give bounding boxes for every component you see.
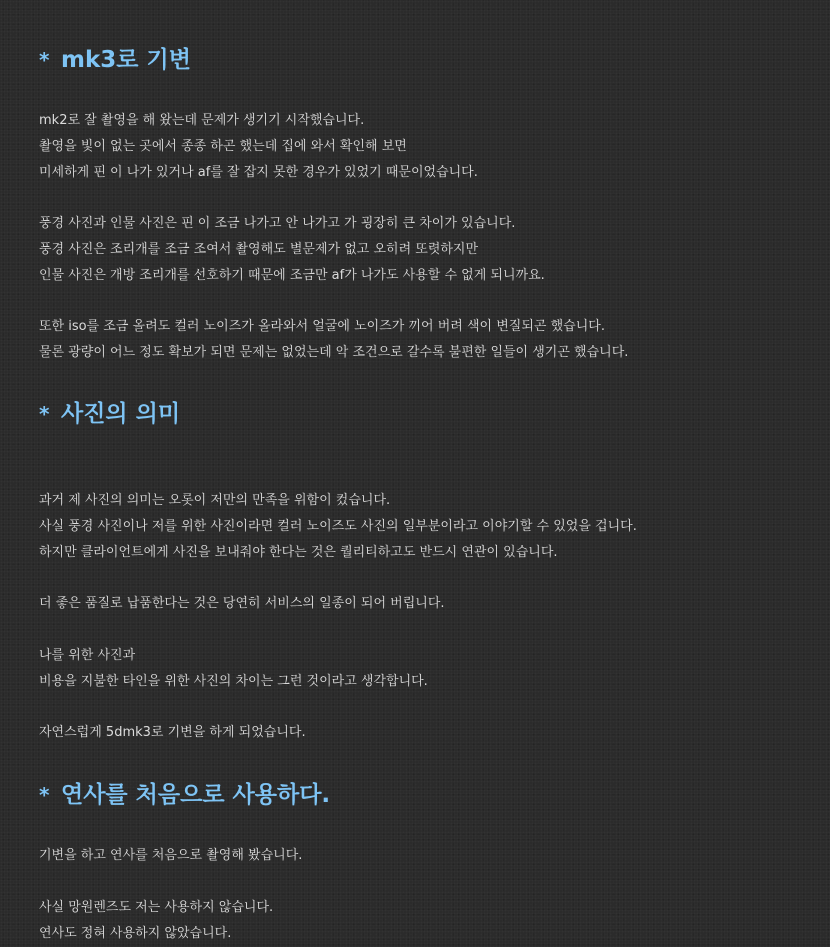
section-heading-mk3: [39, 42, 191, 78]
paragraph: [39, 314, 628, 366]
text-line: 사실 망원렌즈도 저는 사용하지 않습니다.: [39, 900, 274, 915]
paragraph: [39, 211, 545, 288]
asterisk-bullet-icon: *: [39, 48, 50, 72]
text-line: 비용을 지불한 타인을 위한 사진의 차이는 그런 것이라고 생각합니다.: [39, 673, 428, 689]
text-line: 풍경 사진은 조리개를 조금 조여서 촬영해도 별문제가 없고 오히려 또렷하지만: [39, 241, 479, 257]
text-line: 또한 iso를 조금 올려도 컬러 노이즈가 올라와서 얼굴에 노이즈가 끼어 버려 색이 변질되곤 했습니다.: [39, 319, 605, 334]
paragraph: [39, 108, 478, 185]
text-line: 촬영을 빛이 없는 곳에서 종종 하곤 했는데 집에 와서 확인해 보면: [39, 138, 407, 154]
text-line: 기변을 하고 연사를 처음으로 촬영해 봤습니다.: [39, 848, 303, 863]
text-line: mk2로 잘 촬영을 해 왔는데 문제가 생기기 시작했습니다.: [39, 113, 365, 128]
paragraph: [39, 488, 637, 565]
paragraph: [39, 720, 306, 746]
text-line: 미세하게 핀 이 나가 있거나 af를 잘 잡지 못한 경우가 있었기 때문이었습니다.: [39, 164, 478, 180]
text-line: 풍경 사진과 인물 사진은 핀 이 조금 나가고 안 나가고 가 굉장히 큰 차이가 있습니다.: [39, 216, 516, 231]
text-line: 연사도 정혀 사용하지 않았습니다.: [39, 925, 232, 941]
text-line: 사실 풍경 사진이나 저를 위한 사진이라면 컬러 노이즈도 사진의 일부분이라고 이야기할 수 있었을 겁니다.: [39, 518, 637, 534]
asterisk-bullet-icon: *: [39, 783, 50, 807]
asterisk-bullet-icon: *: [39, 402, 50, 426]
text-line: 나를 위한 사진과: [39, 648, 136, 663]
heading-text: 연사를 처음으로 사용하다.: [61, 782, 331, 808]
section-heading-photo-meaning: [39, 396, 180, 432]
text-line: 인물 사진은 개방 조리개를 선호하기 때문에 조금만 af가 나가도 사용할 수 없게 되니까요.: [39, 267, 545, 283]
paragraph: [39, 643, 428, 695]
text-line: 물론 광량이 어느 정도 확보가 되면 문제는 없었는데 악 조건으로 갈수록 불편한 일들이 생기곤 했습니다.: [39, 344, 629, 360]
paragraph: [39, 895, 273, 947]
text-line: 하지만 클라이언트에게 사진을 보내줘야 한다는 것은 퀄리티하고도 반드시 연관이 있습니다.: [39, 544, 558, 560]
text-line: 더 좋은 품질로 납품한다는 것은 당연히 서비스의 일종이 되어 버립니다.: [39, 596, 445, 611]
heading-text: 사진의 의미: [61, 401, 181, 427]
heading-text: mk3로 기변: [61, 47, 191, 73]
text-line: 과거 제 사진의 의미는 오롯이 저만의 만족을 위함이 컸습니다.: [39, 493, 391, 508]
text-line: 자연스럽게 5dmk3로 기변을 하게 되었습니다.: [39, 725, 306, 740]
paragraph: [39, 843, 302, 869]
paragraph: [39, 591, 445, 617]
section-heading-burst-shooting: [39, 777, 330, 813]
